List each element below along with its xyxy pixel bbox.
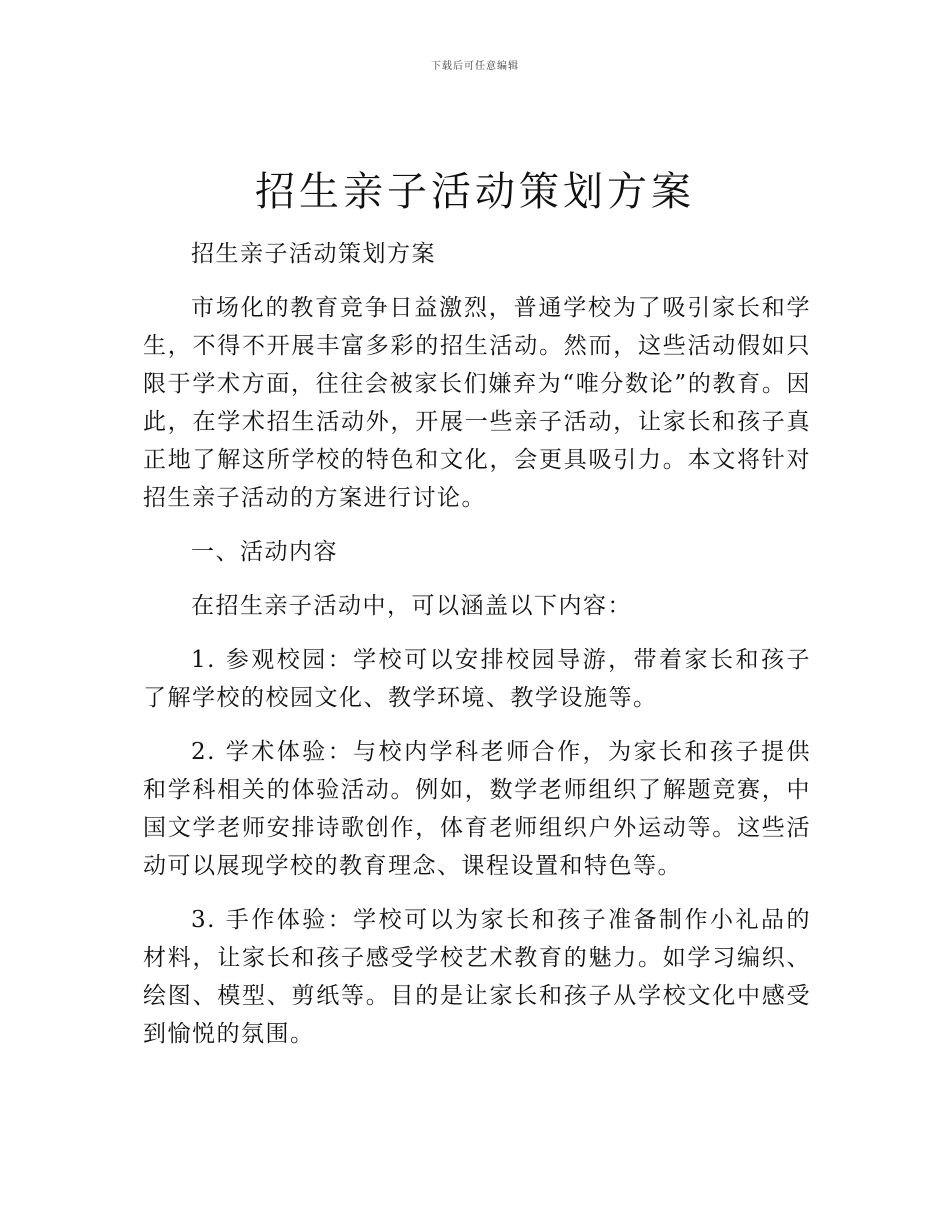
document-title: 招生亲子活动策划方案	[255, 169, 695, 215]
list-item-handcraft-experience: 3. 手作体验：学校可以为家长和孩子准备制作小礼品的材料，让家长和孩子感受学校艺术教育的魅力。如学习编织、绘图、模型、剪纸等。目的是让家长和孩子从学校文化中感受到愉悦的氛围。	[143, 907, 811, 1047]
list-item-academic-experience: 2. 学术体验：与校内学科老师合作，为家长和孩子提供和学科相关的体验活动。例如，数学老师组织了解题竞赛，中国文学老师安排诗歌创作，体育老师组织户外运动等。这些活动可以展现学校的教育理念、课程设置和特色等。	[143, 739, 811, 879]
list-item-campus-visit: 1. 参观校园：学校可以安排校园导游，带着家长和孩子了解学校的校园文化、教学环境、教学设施等。	[143, 647, 811, 711]
document-body	[143, 235, 811, 1053]
paragraph-content-lead: 在招生亲子活动中，可以涵盖以下内容：	[191, 593, 632, 619]
paragraph-intro: 市场化的教育竞争日益激烈，普通学校为了吸引家长和学生，不得不开展丰富多彩的招生活动。然而，这些活动假如只限于学术方面，往往会被家长们嫌弃为“唯分数论”的教育。因此，在学术招生活动外，开展一些亲子活动，让家长和孩子真正地了解这所学校的特色和文化，会更具吸引力。本文将针对招生亲子活动的方案进行讨论。	[143, 295, 811, 511]
section-heading-activity-content: 一、活动内容	[191, 539, 338, 565]
paragraph-subtitle: 招生亲子活动策划方案	[191, 241, 436, 267]
header-note: 下载后可任意编辑	[431, 61, 519, 72]
